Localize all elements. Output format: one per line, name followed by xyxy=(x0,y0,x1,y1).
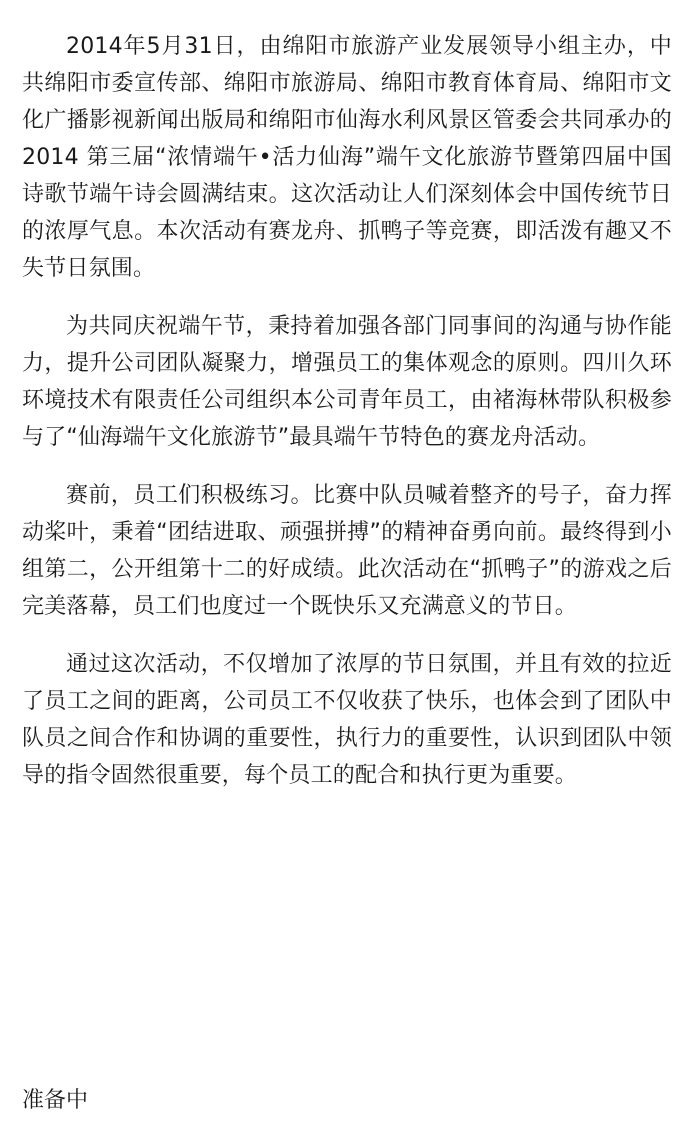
paragraph-race-result: 赛前，员工们积极练习。比赛中队员喊着整齐的号子，奋力挥动桨叶，秉着“团结进取、顽强拼搏”的精神奋勇向前。最终得到小组第二，公开组第十二的好成绩。此次活动在“抓鸭子”的游戏之后完美落幕，员工们也度过一个既快乐又充满意义的节日。 xyxy=(22,483,672,619)
paragraph-company-participation: 为共同庆祝端午节，秉持着加强各部门同事间的沟通与协作能力，提升公司团队凝聚力，增强员工的集体观念的原则。四川久环环境技术有限责任公司组织本公司青年员工，由褚海林带队积极参与了“仙海端午文化旅游节”最具端午节特色的赛龙舟活动。 xyxy=(22,314,672,450)
footer-note: 准备中 xyxy=(22,1088,89,1113)
article-body xyxy=(22,28,672,794)
paragraph-event-summary: 2014年5月31日，由绵阳市旅游产业发展领导小组主办，中共绵阳市委宣传部、绵阳市旅游局、绵阳市教育体育局、绵阳市文化广播影视新闻出版局和绵阳市仙海水利风景区管委会共同承办的 2014 第三届“浓情端午•活力仙海”端午文化旅游节暨第四届中国诗歌节端午诗会圆满结束。这次活动让人们深刻体会中国传统节日的浓厚气息。本次活动有赛龙舟、抓鸭子等竞赛，即活泼有趣又不失节日氛围。 xyxy=(22,34,672,281)
paragraph-conclusion: 通过这次活动，不仅增加了浓厚的节日氛围，并且有效的拉近了员工之间的距离，公司员工不仅收获了快乐，也体会到了团队中队员之间合作和协调的重要性，执行力的重要性，认识到团队中领导的指令固然很重要，每个员工的配合和执行更为重要。 xyxy=(22,652,672,788)
